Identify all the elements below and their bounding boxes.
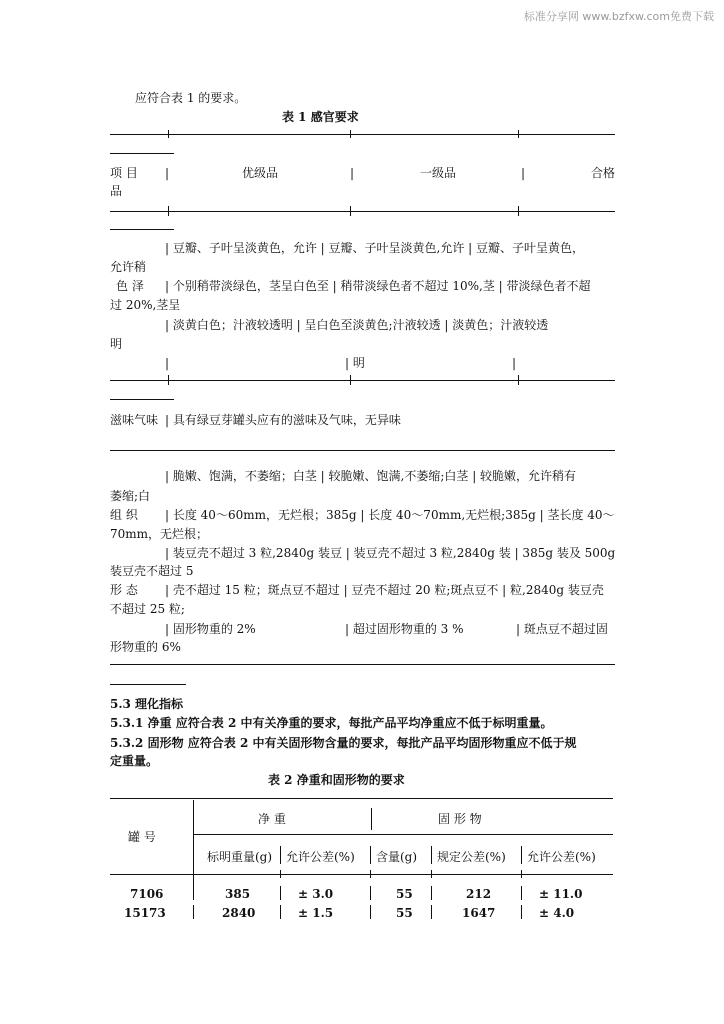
color-line: 明 [110,337,123,351]
row-rule [110,450,615,451]
table2-mid-rule [193,834,613,835]
color-label: 色 泽 [116,279,144,293]
table1-top-rule [110,134,615,135]
section-532: 5.3.2 固形物 应符合表 2 中有关固形物含量的要求，每批产品平均固形物重应不低于规 [110,736,577,750]
table-row-cell: 1647 [462,906,496,920]
color-line: | 豆瓣、子叶呈淡黄色，允许 | 豆瓣、子叶呈淡黄色,允许 | 豆瓣、子叶呈黄色， [165,241,585,255]
table2-vertical-rule [193,800,194,890]
texture-line: | 长度 40～60mm，无烂根；385g | 长度 40～70mm,无烂根;385g | 茎长度 40～ [165,508,615,522]
color-line: | 淡黄白色；汁液较透明 | 呈白色至淡黄色;汁液较透 | 淡黄色；汁液较透 [165,318,549,332]
texture-label-2: 形 态 [110,583,138,597]
texture-line: 装豆壳不超过 5 [110,564,194,578]
col-sep: | [165,166,170,180]
texture-line: 70mm，无烂根； [110,527,209,541]
table2-caption: 表 2 净重和固形物的要求 [268,773,405,787]
short-rule [110,229,174,230]
color-line: | [512,356,517,370]
table2-vertical-rule [431,886,432,900]
table2-top-rule [110,798,613,799]
header-item: 项 目 [110,166,138,180]
texture-line: | 斑点豆不超过固 [516,622,608,636]
header-excellent: 优级品 [242,166,279,180]
col-sep: | [350,166,355,180]
col-sep: | [521,166,526,180]
rule-tick [280,870,281,878]
table-row-cell: 55 [396,887,413,901]
table-row-cell: 212 [466,887,492,901]
table1-caption: 表 1 感官要求 [282,110,359,124]
table2-vertical-rule [431,846,432,864]
header-first: 一级品 [420,166,457,180]
short-rule [110,684,186,685]
texture-line: 形物重的 6% [110,640,181,654]
table-row-cell: 7106 [130,887,164,901]
texture-line: 萎缩;白 [110,489,151,503]
color-line: | 明 [345,356,365,370]
table2-vertical-rule [370,886,371,900]
rule-tick [518,375,519,385]
table2-vertical-rule [280,905,281,919]
sub-header: 允许公差(%) [527,850,596,864]
row-rule [110,380,615,381]
table-row-cell: ± 4.0 [539,906,575,920]
sub-header: 含量(g) [376,850,418,864]
rule-tick [168,130,169,138]
texture-line: | 超过固形物重的 3 % [345,622,464,636]
sub-header: 允许公差(%) [286,850,355,864]
table2-vertical-rule [431,905,432,919]
taste-label: 滋味气味 [110,413,159,427]
table-row-cell: ± 3.0 [298,887,334,901]
table2-vertical-rule [280,846,281,864]
table-row-cell: 15173 [124,906,166,920]
table-row-cell: 385 [225,887,251,901]
table2-vertical-rule [370,905,371,919]
rule-tick [350,130,351,138]
table2-vertical-rule [370,846,371,864]
short-rule [110,399,174,400]
color-line: | 个别稍带淡绿色，茎呈白色至 | 稍带淡绿色者不超过 10%,茎 | 带淡绿色者不超 [165,279,591,293]
table2-vertical-rule [521,846,522,864]
section-531: 5.3.1 净重 应符合表 2 中有关净重的要求，每批产品平均净重应不低于标明重量。 [110,716,553,730]
rule-tick [521,870,522,878]
table-row-cell: 2840 [222,906,256,920]
table-row-cell: ± 1.5 [298,906,334,920]
watermark: 标准分享网 www.bzfxw.com免费下载 [523,10,714,23]
texture-label: 组 织 [110,508,138,522]
texture-line: 不超过 25 粒; [110,602,185,616]
texture-line: | 脆嫩、饱满，不萎缩；白茎 | 较脆嫩、饱满,不萎缩;白茎 | 较脆嫩，允许稍有 [165,469,577,483]
solids-header: 固 形 物 [438,812,482,826]
table2-vertical-rule [521,905,522,919]
table2-vertical-rule [521,886,522,900]
table1-bottom-rule [110,664,615,665]
color-line: 过 20%,茎呈 [110,298,181,312]
header-qualified: 合格 [591,166,616,180]
rule-tick [350,375,351,385]
header-item-cont: 品 [110,184,123,198]
intro-text: 应符合表 1 的要求。 [135,91,247,105]
rule-tick [168,375,169,385]
sub-header: 标明重量(g) [207,850,273,864]
sub-header: 规定公差(%) [437,850,506,864]
table2-vertical-rule [193,905,194,919]
texture-line: | 壳不超过 15 粒；斑点豆不超过 | 豆壳不超过 20 粒;斑点豆不 | 粒,2840g 装豆壳 [165,583,604,597]
rule-tick [168,206,169,216]
section-heading: 5.3 理化指标 [110,697,184,711]
texture-line: | 固形物重的 2% [165,622,256,636]
texture-line: | 装豆壳不超过 3 粒,2840g 装豆 | 装豆壳不超过 3 粒,2840g 装 | 385g 装及 500g [165,546,616,560]
rule-tick [518,130,519,138]
rule-tick [350,206,351,216]
rule-tick [431,870,432,878]
rule-tick [518,206,519,216]
short-rule [110,153,174,154]
header-bottom-rule [110,211,615,212]
table-row-cell: 55 [396,906,413,920]
table2-vertical-rule [193,886,194,900]
table2-vertical-rule [371,808,372,830]
can-no-header: 罐 号 [128,830,156,844]
table-row-cell: ± 11.0 [539,887,583,901]
table2-vertical-rule [280,886,281,900]
color-line: | [165,356,170,370]
rule-tick [370,870,371,878]
color-line: 允许稍 [110,260,147,274]
table2-header-rule [110,874,613,875]
taste-text: | 具有绿豆芽罐头应有的滋味及气味，无异味 [165,413,401,427]
net-weight-header: 净 重 [258,812,286,826]
section-532-cont: 定重量。 [110,754,159,768]
